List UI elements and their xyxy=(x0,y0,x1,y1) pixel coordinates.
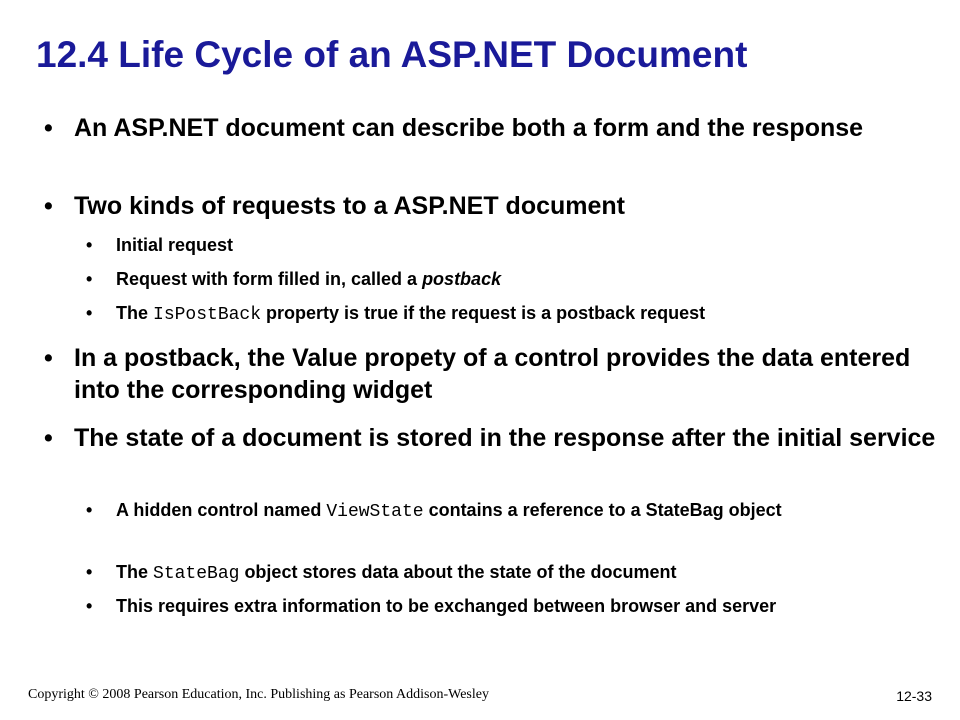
sub-bullet-dot: • xyxy=(86,235,93,255)
bullet-item xyxy=(44,112,944,144)
bullet-text: Two kinds of requests to a ASP.NET document xyxy=(74,192,626,220)
sub-bullet-item xyxy=(86,560,926,586)
code-viewstate: ViewState xyxy=(326,502,424,522)
sub-bullet-text: object stores data about the state of the document xyxy=(239,562,677,582)
page-number: 12-33 xyxy=(896,688,932,704)
postback-term: postback xyxy=(422,269,502,289)
slide-title: 12.4 Life Cycle of an ASP.NET Document xyxy=(36,34,748,75)
code-statebag: StateBag xyxy=(153,564,240,584)
sub-bullet-item xyxy=(86,594,926,618)
bullet-dot: • xyxy=(44,192,53,220)
bullet-item xyxy=(44,190,944,222)
code-ispostback: IsPostBack xyxy=(153,305,262,325)
bullet-item xyxy=(44,342,944,406)
bullet-dot: • xyxy=(44,344,53,372)
sub-bullet-item xyxy=(86,498,926,524)
sub-bullet-text: A hidden control named xyxy=(116,500,327,520)
sub-bullet-dot: • xyxy=(86,269,93,289)
sub-bullet-text: The xyxy=(116,562,154,582)
sub-bullet-dot: • xyxy=(86,596,93,616)
sub-bullet-text: This requires extra information to be exchanged between browser and server xyxy=(116,596,777,616)
bullet-dot: • xyxy=(44,114,53,142)
bullet-dot: • xyxy=(44,424,53,452)
bullet-text: An ASP.NET document can describe both a form and the response xyxy=(74,114,864,142)
copyright-footer: Copyright © 2008 Pearson Education, Inc. Publishing as Pearson Addison-Wesley xyxy=(28,687,489,702)
sub-bullet-item xyxy=(86,267,926,291)
sub-bullet-item xyxy=(86,301,926,327)
bullet-text: The state of a document is stored in the response after the initial service xyxy=(74,424,936,452)
bullet-text: In a postback, the Value propety of a control provides the data entered into the corresponding widget xyxy=(74,344,911,404)
sub-bullet-dot: • xyxy=(86,303,93,323)
sub-bullet-text: The xyxy=(116,303,154,323)
sub-bullet-dot: • xyxy=(86,562,93,582)
sub-bullet-text: Request with form filled in, called a xyxy=(116,269,423,289)
sub-bullet-text: contains a reference to a StateBag object xyxy=(423,500,782,520)
sub-bullet-dot: • xyxy=(86,500,93,520)
sub-bullet-item xyxy=(86,233,926,257)
bullet-item xyxy=(44,422,944,454)
sub-bullet-text: Initial request xyxy=(116,235,234,255)
sub-bullet-text: property is true if the request is a postback request xyxy=(261,303,706,323)
